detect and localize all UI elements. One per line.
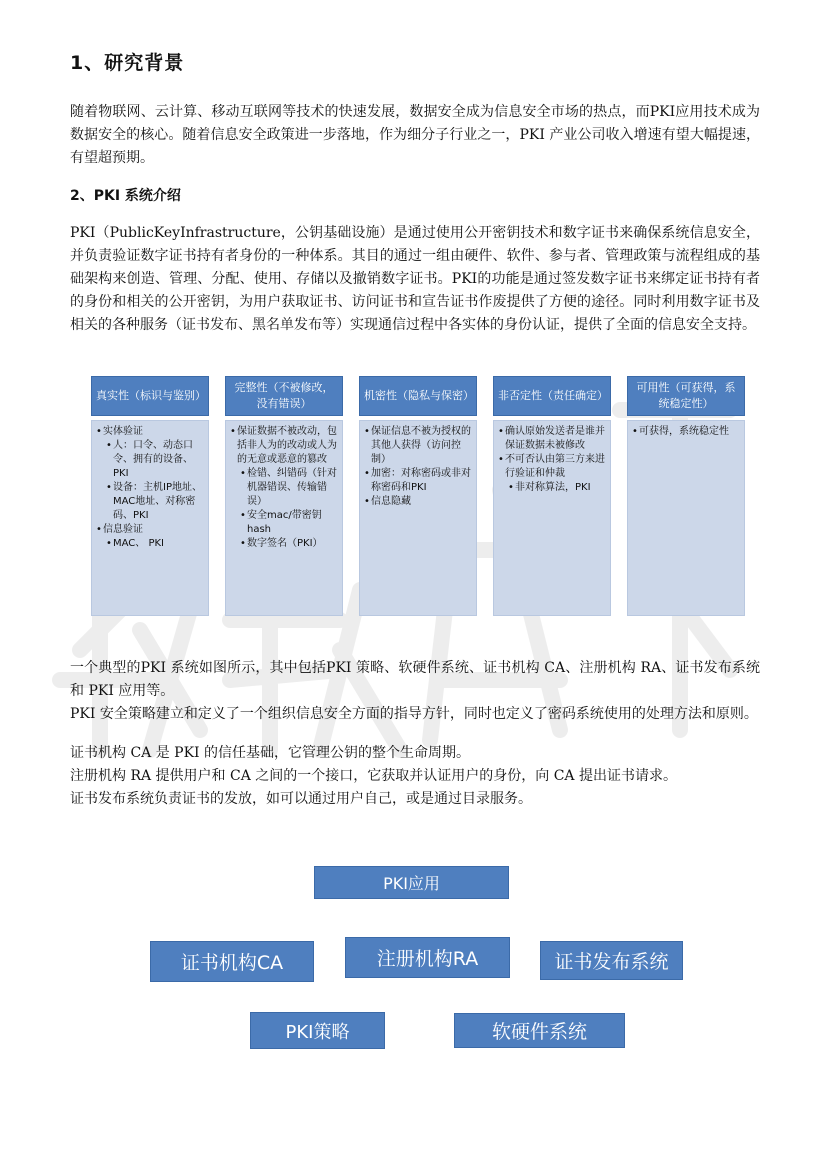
line-ca: 证书机构 CA 是 PKI 的信任基础，它管理公钥的整个生命周期。: [70, 745, 471, 761]
paragraph-typical-pki: 一个典型的PKI 系统如图所示，其中包括PKI 策略、软硬件系统、证书机构 CA、注册机构 RA、证书发布系统和 PKI 应用等。: [70, 660, 760, 699]
column-authenticity: [91, 376, 211, 616]
list-item: • 检错、纠错码（针对机器错误、传输错误）: [240, 467, 338, 509]
list-item: • 安全mac/带密钥hash: [240, 509, 338, 537]
paragraph-background: 随着物联网、云计算、移动互联网等技术的快速发展，数据安全成为信息安全市场的热点，而PKI应用技术成为数据安全的核心。随着信息安全政策进一步落地，作为细分子行业之一，PKI 产业公司收入增速有望大幅提速，有望超预期。: [70, 104, 760, 166]
box-pki-policy: PKI策略: [250, 1012, 385, 1049]
column-body: [91, 420, 209, 616]
list-item: • MAC、 PKI: [106, 537, 204, 551]
column-title: 真实性（标识与鉴别）: [91, 376, 209, 416]
section-heading-pki-intro: 2、PKI 系统介绍: [70, 188, 181, 204]
list-item: • 人：口令、动态口令、拥有的设备、PKI: [106, 439, 204, 481]
column-title: 完整性（不被修改，没有错误）: [225, 376, 343, 416]
column-body: [493, 420, 611, 616]
list-item: • 实体验证: [96, 425, 204, 439]
box-pki-application: PKI应用: [314, 866, 509, 899]
column-confidentiality: [359, 376, 479, 616]
column-body: [225, 420, 343, 616]
list-item: • 确认原始发送者是谁并保证数据未被修改: [498, 425, 606, 453]
column-title: 非否定性（责任确定）: [493, 376, 611, 416]
column-body: [627, 420, 745, 616]
list-item: • 数字签名（PKI）: [240, 537, 338, 551]
box-certificate-authority: 证书机构CA: [150, 941, 314, 982]
list-item: • 可获得，系统稳定性: [632, 425, 740, 439]
line-publish: 证书发布系统负责证书的发放，如可以通过用户自己，或是通过目录服务。: [70, 791, 532, 807]
column-body: [359, 420, 477, 616]
list-item: • 信息验证: [96, 523, 204, 537]
security-properties-diagram: [91, 376, 748, 616]
list-item: • 信息隐藏: [364, 495, 472, 509]
column-title: 可用性（可获得，系统稳定性）: [627, 376, 745, 416]
list-item: • 设备：主机IP地址、MAC地址、对称密码、PKI: [106, 481, 204, 523]
box-registration-authority: 注册机构RA: [345, 937, 510, 978]
section-heading-research-background: 1、研究背景: [70, 52, 185, 74]
box-hardware-software: 软硬件系统: [454, 1013, 625, 1048]
list-item: • 不可否认由第三方来进行验证和仲裁: [498, 453, 606, 481]
column-integrity: [225, 376, 345, 616]
paragraph-pki-policy: PKI 安全策略建立和定义了一个组织信息安全方面的指导方针，同时也定义了密码系统使用的处理方法和原则。: [70, 706, 758, 722]
box-certificate-publishing: 证书发布系统: [540, 941, 683, 980]
column-non-repudiation: [493, 376, 613, 616]
column-availability: [627, 376, 747, 616]
column-title: 机密性（隐私与保密）: [359, 376, 477, 416]
list-item: • 非对称算法，PKI: [508, 481, 606, 495]
paragraph-pki-definition: PKI（PublicKeyInfrastructure，公钥基础设施）是通过使用公开密钥技术和数字证书来确保系统信息安全，并负责验证数字证书持有者身份的一种体系。其目的通过一组由硬件、软件、参与者、管理政策与流程组成的基础架构来创造、管理、分配、使用、存储以及撤销数字证书。PKI的功能是通过签发数字证书来绑定证书持有者的身份和相关的公开密钥，为用户获取证书、访问证书和宣告证书作废提供了方便的途径。同时利用数字证书及相关的各种服务（证书发布、黑名单发布等）实现通信过程中各实体的身份认证，提供了全面的信息安全支持。: [70, 225, 760, 333]
list-item: • 保证数据不被改动，包括非人为的改动或人为的无意或恶意的篡改: [230, 425, 338, 467]
line-ra: 注册机构 RA 提供用户和 CA 之间的一个接口，它获取并认证用户的身份，向 CA 提出证书请求。: [70, 768, 677, 784]
list-item: • 保证信息不被为授权的其他人获得（访问控制）: [364, 425, 472, 467]
list-item: • 加密：对称密码或非对称密码和PKI: [364, 467, 472, 495]
